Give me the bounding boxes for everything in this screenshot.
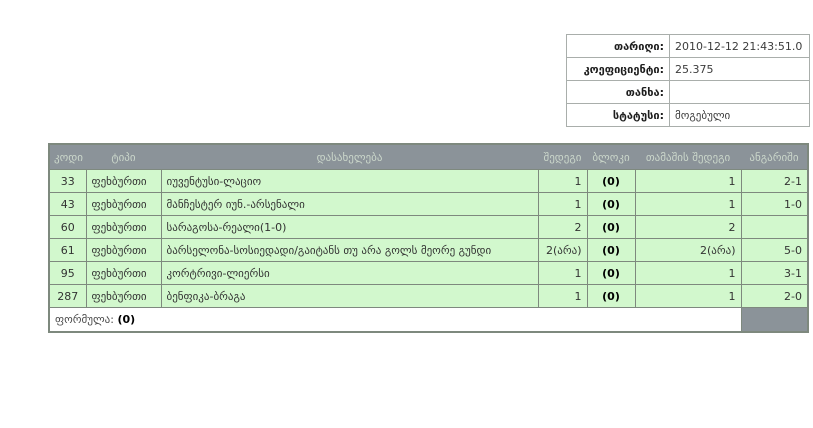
cell-name: მანჩესტერ იუნ.-არსენალი (161, 193, 538, 216)
cell-code: 60 (49, 216, 86, 239)
cell-result: 1 (538, 262, 587, 285)
cell-type: ფეხბურთი (86, 285, 161, 308)
info-panel (566, 34, 810, 127)
table-row (49, 285, 808, 308)
cell-game-result: 1 (635, 170, 741, 193)
cell-result: 1 (538, 170, 587, 193)
cell-score: 2-1 (741, 170, 808, 193)
cell-block: (0) (587, 216, 635, 239)
cell-code: 95 (49, 262, 86, 285)
cell-game-result: 2(არა) (635, 239, 741, 262)
cell-type: ფეხბურთი (86, 239, 161, 262)
cell-type: ფეხბურთი (86, 262, 161, 285)
header-type: ტიპი (86, 144, 161, 170)
cell-name: ბარსელონა-სოსიედადი/გაიტანს თუ არა გოლს მეორე გუნდი (161, 239, 538, 262)
table-row (49, 193, 808, 216)
cell-type: ფეხბურთი (86, 170, 161, 193)
cell-game-result: 1 (635, 262, 741, 285)
cell-score: 2-0 (741, 285, 808, 308)
table-row (49, 170, 808, 193)
date-label: თარიღი: (567, 35, 670, 58)
bets-table (48, 143, 809, 333)
header-game-result: თამაშის შედეგი (635, 144, 741, 170)
table-row (49, 216, 808, 239)
cell-game-result: 1 (635, 193, 741, 216)
cell-name: სარაგოსა-რეალი(1-0) (161, 216, 538, 239)
header-code: კოდი (49, 144, 86, 170)
coefficient-value: 25.375 (670, 58, 810, 81)
footer-gray-cell (741, 308, 808, 333)
cell-name: ბენფიკა-ბრაგა (161, 285, 538, 308)
header-score: ანგარიში (741, 144, 808, 170)
coefficient-label: კოეფიციენტი: (567, 58, 670, 81)
cell-name: იუვენტუსი-ლაციო (161, 170, 538, 193)
cell-result: 1 (538, 193, 587, 216)
cell-block: (0) (587, 262, 635, 285)
cell-code: 61 (49, 239, 86, 262)
cell-score: 3-1 (741, 262, 808, 285)
header-block: ბლოკი (587, 144, 635, 170)
cell-block: (0) (587, 239, 635, 262)
cell-result: 2(არა) (538, 239, 587, 262)
cell-type: ფეხბურთი (86, 216, 161, 239)
table-row (49, 239, 808, 262)
info-row-coefficient (567, 58, 810, 81)
formula-label: ფორმულა: (55, 313, 114, 326)
cell-block: (0) (587, 170, 635, 193)
amount-label: თანხა: (567, 81, 670, 104)
cell-game-result: 1 (635, 285, 741, 308)
status-label: სტატუსი: (567, 104, 670, 127)
info-row-amount (567, 81, 810, 104)
cell-score: 1-0 (741, 193, 808, 216)
header-result: შედეგი (538, 144, 587, 170)
formula-cell (49, 308, 741, 333)
cell-result: 1 (538, 285, 587, 308)
cell-score (741, 216, 808, 239)
amount-value (670, 81, 810, 104)
cell-block: (0) (587, 285, 635, 308)
cell-type: ფეხბურთი (86, 193, 161, 216)
bets-table-body (49, 170, 808, 308)
formula-value: (0) (117, 313, 136, 326)
cell-code: 287 (49, 285, 86, 308)
status-value: მოგებული (670, 104, 810, 127)
cell-block: (0) (587, 193, 635, 216)
cell-game-result: 2 (635, 216, 741, 239)
cell-code: 33 (49, 170, 86, 193)
cell-result: 2 (538, 216, 587, 239)
bets-table-header-row (49, 144, 808, 170)
formula-row (49, 308, 808, 333)
header-name: დასახელება (161, 144, 538, 170)
table-row (49, 262, 808, 285)
info-row-status (567, 104, 810, 127)
info-row-date (567, 35, 810, 58)
cell-score: 5-0 (741, 239, 808, 262)
cell-name: კორტრივი-ლიერსი (161, 262, 538, 285)
cell-code: 43 (49, 193, 86, 216)
date-value: 2010-12-12 21:43:51.0 (670, 35, 810, 58)
